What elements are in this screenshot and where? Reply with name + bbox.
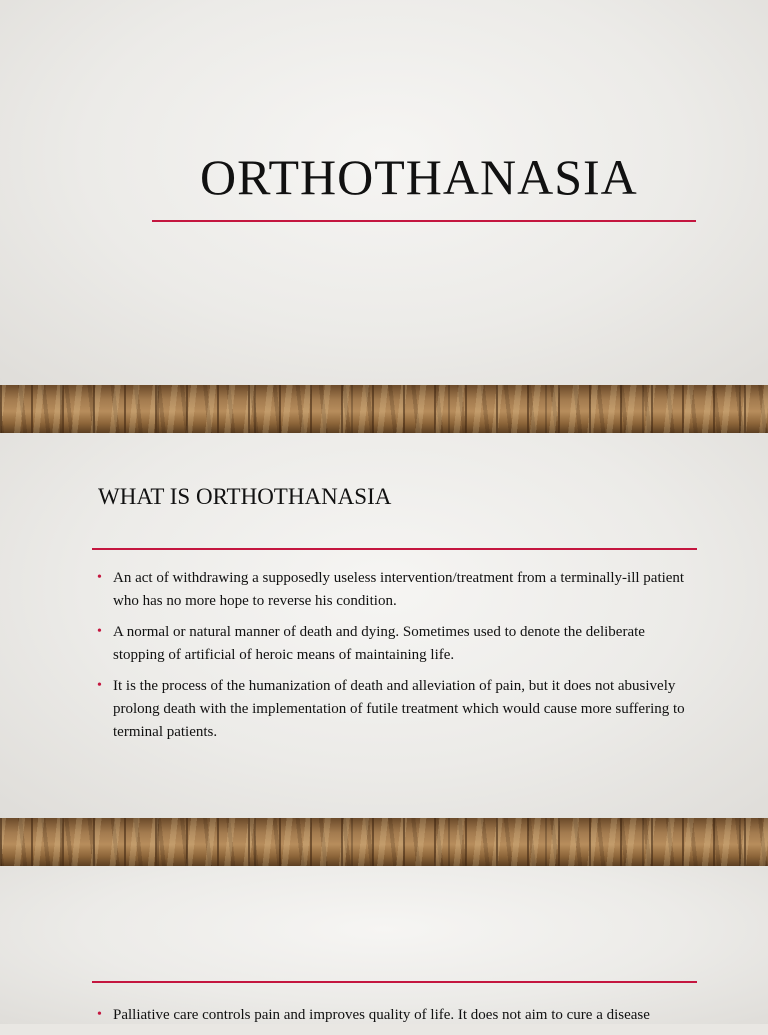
slide-2-bullet-list — [97, 567, 697, 752]
bullet-text: It is the process of the humanization of death and alleviation of pain, but it does not abusively prolong death with the implementation of futile treatment which would cause more suffering to terminal patients. — [113, 678, 685, 740]
bullet-text: Palliative care controls pain and improves quality of life. It does not aim to cure a disease — [113, 1007, 650, 1023]
title-divider — [152, 220, 696, 222]
slide-1 — [0, 0, 768, 385]
title-divider — [92, 981, 697, 983]
slide-1-title: ORTHOTHANASIA — [200, 149, 638, 205]
bullet-dot-icon: • — [97, 678, 102, 693]
bullet-dot-icon: • — [97, 624, 102, 639]
wood-floor-divider — [0, 385, 768, 433]
wood-floor-divider — [0, 818, 768, 866]
bullet-item — [97, 621, 697, 667]
slide-3 — [0, 866, 768, 1024]
bullet-text: An act of withdrawing a supposedly useless intervention/treatment from a terminally-ill patient who has no more hope to reverse his condition. — [113, 570, 685, 609]
title-divider — [92, 548, 697, 550]
bullet-text: A normal or natural manner of death and dying. Sometimes used to denote the deliberate stopping of artificial of heroic means of maintaining life. — [113, 624, 645, 663]
bullet-item — [97, 675, 697, 744]
slide-2-title: WHAT IS ORTHOTHANASIA — [98, 484, 392, 509]
bullet-item — [97, 567, 697, 613]
bullet-dot-icon: • — [97, 1007, 102, 1022]
bullet-dot-icon: • — [97, 570, 102, 585]
slide-3-bullet-list — [97, 1004, 717, 1035]
